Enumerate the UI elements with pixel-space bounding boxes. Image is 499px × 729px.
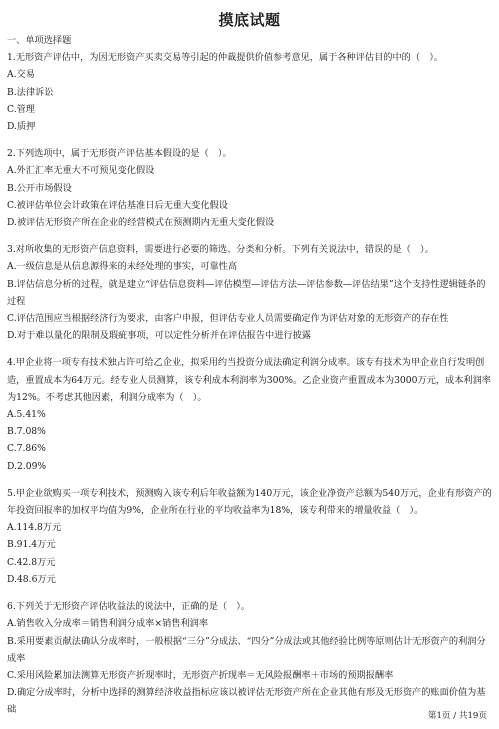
question-2 [7, 145, 493, 231]
section-title: 一、单项选择题 [7, 35, 72, 46]
option-b: B.7.08% [7, 426, 46, 438]
option-a: A.交易 [7, 69, 35, 81]
question-stem: 4.甲企业将一项专有技术独占许可给乙企业，拟采用约当投资分成法确定利润分成率。该专有技术为甲企业自行发明创造，重置成本为64万元。经专业人员测算，该专利成本利润率为300%。乙企业资产重置成本为3000万元，成本利润率为12%。不考虑其他因素，利润分成率为（ ）。 [7, 357, 491, 403]
option-b: B.评估信息分析的过程，就是建立“评估信息资料—评估模型—评估方法—评估参数—评估结果”这个支持性逻辑链条的过程 [7, 278, 486, 307]
exam-content [7, 32, 493, 719]
option-b: B.采用要素贡献法确认分成率时，一般根据“三分”分成法、“四分”分成法或其他经验比例等原则估计无形资产的利润分成率 [7, 635, 486, 664]
option-d: D.对于难以量化的限制及瑕疵事项，可以定性分析并在评估报告中进行披露 [7, 330, 311, 342]
option-d: D.2.09% [7, 460, 47, 472]
option-d: D.确定分成率时，分析中选择的测算经济收益指标应该以被评估无形资产所在企业其他有形及无形资产的账面价值为基础 [7, 687, 486, 716]
option-a: A.外汇汇率无重大不可预见变化假设 [7, 165, 155, 177]
option-c: C.7.86% [7, 443, 46, 455]
option-c: C.管理 [7, 103, 35, 115]
option-a: A.114.8万元 [7, 522, 62, 534]
question-4 [7, 354, 493, 474]
question-stem: 5.甲企业欲购买一项专利技术，预测购入该专利后年收益额为140万元，该企业净资产总额为540万元，企业有形资产的年投资回报率的加权平均值为9%，企业所在行业的平均收益率为18%，该专利带来的增量收益（ ）。 [7, 487, 492, 517]
page-title: 摸底试题 [218, 11, 281, 29]
option-a: A.销售收入分成率＝销售利润分成率×销售利润率 [7, 618, 209, 630]
option-b: B.公开市场假设 [7, 182, 72, 194]
question-1 [7, 49, 493, 135]
option-a: A.一级信息是从信息源得来的未经处理的事实，可靠性高 [7, 261, 238, 273]
question-3 [7, 241, 493, 344]
option-b: B.91.4万元 [7, 539, 56, 551]
option-d: D.被评估无形资产所在企业的经营模式在预测期内无重大变化假设 [7, 217, 275, 229]
page-number: 第1页 / 共19页 [427, 711, 487, 721]
question-stem: 1.无形资产评估中，为因无形资产买卖交易等引起的仲裁提供价值参考意见，属于各种评估目的中的（ ）。 [7, 52, 443, 64]
question-stem: 2.下列选项中，属于无形资产评估基本假设的是（ ）。 [7, 148, 232, 160]
question-stem: 6.下列关于无形资产评估收益法的说法中，正确的是（ ）。 [7, 601, 251, 613]
option-d: D.48.6万元 [7, 573, 56, 585]
option-c: C.评估范围应当根据经济行为要求，由客户申报，但评估专业人员需要确定作为评估对象的无形资产的存在性 [7, 313, 449, 325]
question-stem: 3.对所收集的无形资产信息资料，需要进行必要的筛选、分类和分析。下列有关说法中，错误的是（ ）。 [7, 244, 434, 256]
option-d: D.质押 [7, 121, 36, 133]
option-c: C.被评估单位会计政策在评估基准日后无重大变化假设 [7, 199, 228, 211]
question-5 [7, 485, 493, 588]
question-6 [7, 598, 493, 718]
option-c: C.42.8万元 [7, 556, 56, 568]
option-a: A.5.41% [7, 409, 46, 421]
option-b: B.法律诉讼 [7, 86, 54, 98]
option-c: C.采用风险累加法测算无形资产折现率时，无形资产折现率＝无风险报酬率＋市场的预期报酬率 [7, 669, 394, 681]
